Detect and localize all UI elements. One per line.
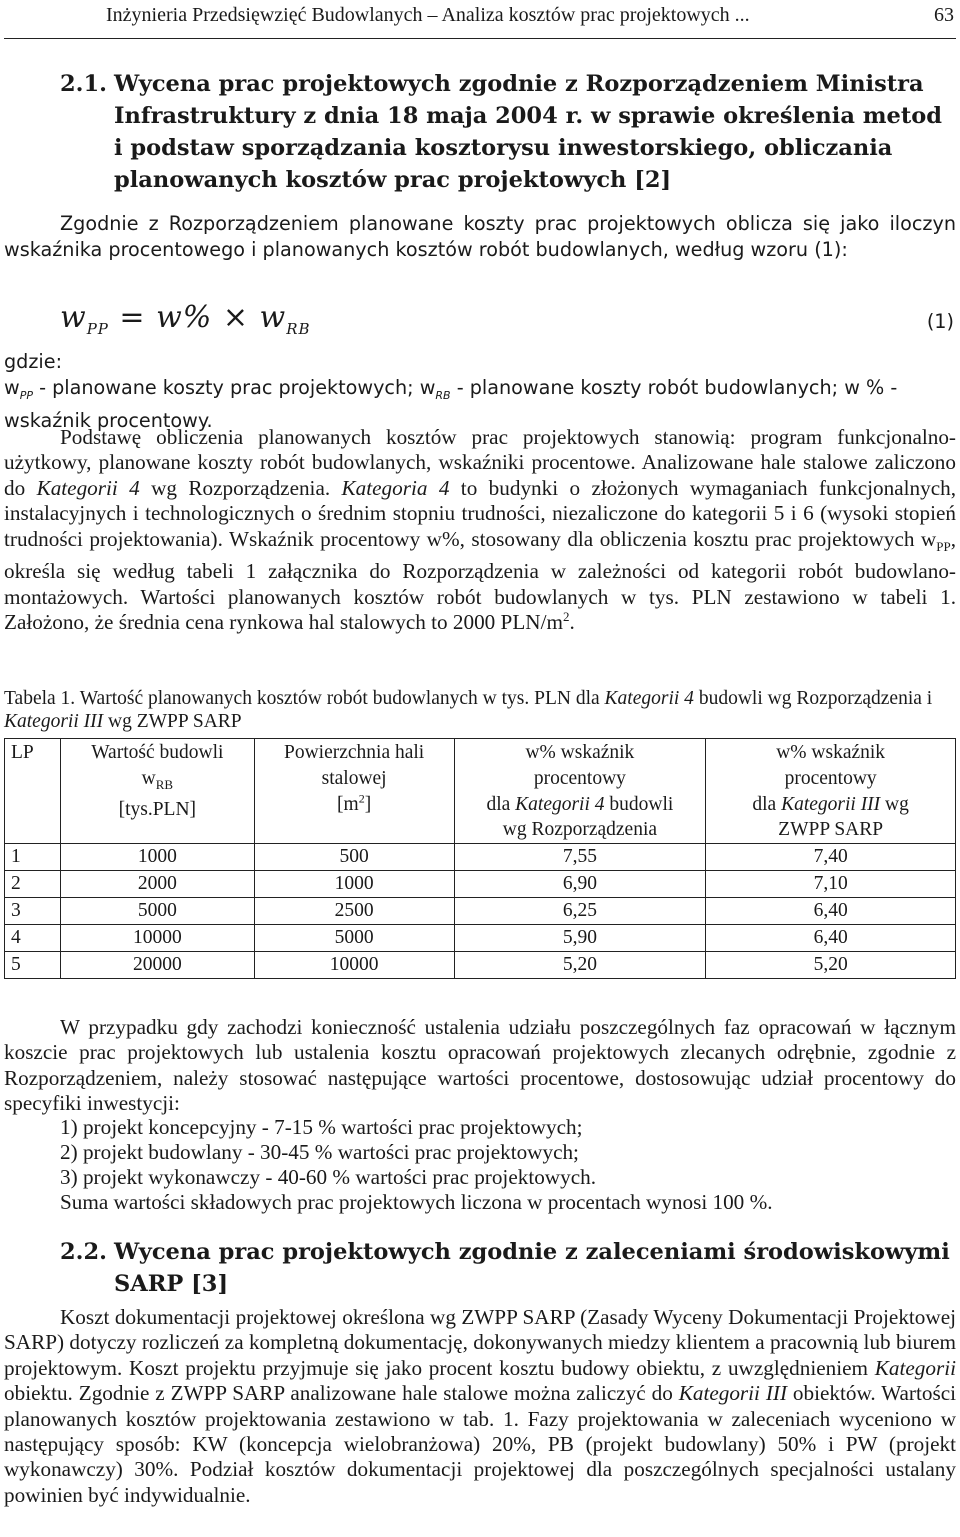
header-line xyxy=(257,792,452,818)
header-sup: 2 xyxy=(358,791,365,806)
col-header-kategoria-iii xyxy=(706,739,956,844)
header-text: budowli xyxy=(604,793,674,815)
section-heading-2-2 xyxy=(4,1236,956,1300)
formula-rhs-sub: RB xyxy=(286,320,311,338)
cost-table xyxy=(4,738,956,979)
header-text: w xyxy=(141,767,156,789)
formula-mid: w% xyxy=(156,300,213,335)
text-run: to budynki o złożonych wymaganiach funkcjonalnych, instalacyjnych i technologicznych o średnim stopniu trudności, niezaliczone do kategorii 5 i 6 (wysoki stopień trudności projektowania). Wskaźnik procentowy w%, stosowany dla obliczenia kosztu prac projektowych w xyxy=(4,475,956,551)
col-header-kategoria-4 xyxy=(454,739,706,844)
cell-lp: 3 xyxy=(5,898,61,925)
section-title: Wycena prac projektowych zgodnie z zaleceniami środowiskowymi SARP [3] xyxy=(114,1239,950,1297)
header-line: ZWPP SARP xyxy=(778,819,884,841)
cell-kategoria-iii: 7,10 xyxy=(706,871,956,898)
header-line: w% wskaźnik xyxy=(525,742,635,763)
col-header-wartosc xyxy=(60,739,254,844)
cell-wartosc: 20000 xyxy=(60,952,254,979)
paragraph-phases: W przypadku gdy zachodzi konieczność ustalenia udziału poszczególnych faz opracowań w łącznym koszcie prac projektowych lub ustalenia kosztu opracowań projektowych zlecanych odrębnie, zgodnie z Rozporządzeniem, należy stosować następujące wartości procentowe, dostosowując udział procentowy do specyfiki inwestycji: xyxy=(4,1015,956,1116)
table-caption xyxy=(4,688,956,733)
formula-number: (1) xyxy=(926,310,954,333)
cell-kategoria-iii: 5,20 xyxy=(706,952,956,979)
cell-kategoria-4: 7,55 xyxy=(454,844,706,871)
text-run: Tabela 1. Wartość planowanych kosztów robót budowlanych w tys. PLN dla xyxy=(4,688,605,709)
cell-kategoria-iii: 6,40 xyxy=(706,898,956,925)
header-line: wg Rozporządzenia xyxy=(502,819,658,841)
cell-powierzchnia: 1000 xyxy=(254,871,454,898)
header-text: wg xyxy=(880,793,909,815)
col-header-lp: LP xyxy=(5,739,61,844)
section-number: 2.2. xyxy=(60,1239,107,1265)
header-line: procentowy xyxy=(784,767,877,789)
cell-kategoria-iii: 7,40 xyxy=(706,844,956,871)
header-line xyxy=(63,766,252,798)
cell-powierzchnia: 500 xyxy=(254,844,454,871)
text-run: wg Rozporządzenia. xyxy=(139,475,342,500)
list-item: 3) projekt wykonawczy - 40-60 % wartości prac projektowych. xyxy=(60,1165,596,1189)
cell-kategoria-4: 6,90 xyxy=(454,871,706,898)
italic-term: Kategoria 4 xyxy=(341,475,450,500)
formula-equals: = xyxy=(119,300,146,335)
formula-rhs: w xyxy=(259,300,287,335)
paragraph-intro: Zgodnie z Rozporządzeniem planowane koszty prac projektowych oblicza się jako iloczyn wskaźnika procentowego i planowanych kosztów robót budowlanych, według wzoru (1): xyxy=(4,212,956,261)
text-run: wg ZWPP SARP xyxy=(103,710,242,732)
header-text: ] xyxy=(364,793,372,815)
paragraph-sarp xyxy=(4,1305,956,1508)
header-title: Inżynieria Przedsięwzięć Budowlanych – Analiza kosztów prac projektowych ... xyxy=(106,4,750,26)
formula-lhs: w xyxy=(60,300,87,335)
header-line xyxy=(708,792,953,818)
text-run: Podstawę obliczenia planowanych kosztów prac projektowych stanowią: program funkcjonalno-użytkowy, planowane koszty robót budowlanych, wskaźniki procentowe. Analizowane hale stalowe zaliczono do xyxy=(4,425,956,500)
cell-kategoria-iii: 6,40 xyxy=(706,925,956,952)
cell-lp: 1 xyxy=(5,844,61,871)
header-italic: Kategorii III xyxy=(781,793,881,815)
cell-powierzchnia: 2500 xyxy=(254,898,454,925)
legend-label: gdzie: xyxy=(4,350,63,373)
cell-kategoria-4: 5,20 xyxy=(454,952,706,979)
formula-times: × xyxy=(222,300,249,335)
table-row xyxy=(5,844,956,871)
running-header xyxy=(4,0,956,39)
formula-1 xyxy=(60,300,311,338)
italic-term: Kategorii III xyxy=(4,710,104,732)
header-line: stalowej xyxy=(321,767,387,789)
list-item: 2) projekt budowlany - 30-45 % wartości prac projektowych; xyxy=(60,1140,579,1164)
header-sub: RB xyxy=(155,776,174,792)
header-line: Powierzchnia hali xyxy=(283,742,425,763)
italic-term: Kategorii 4 xyxy=(604,688,694,709)
cell-wartosc: 5000 xyxy=(60,898,254,925)
cell-lp: 5 xyxy=(5,952,61,979)
legend-var-wpp-sub: PP xyxy=(19,388,33,402)
cell-kategoria-4: 6,25 xyxy=(454,898,706,925)
header-line: w% wskaźnik xyxy=(776,742,886,763)
subscript: PP xyxy=(936,538,951,554)
cell-wartosc: 2000 xyxy=(60,871,254,898)
table-row xyxy=(5,871,956,898)
legend-def-wpp: - planowane koszty prac projektowych; xyxy=(32,375,420,399)
legend-var-wpp: w xyxy=(4,375,20,399)
header-italic: Kategorii 4 xyxy=(515,793,605,815)
document-page xyxy=(4,0,956,1507)
cell-powierzchnia: 10000 xyxy=(254,952,454,979)
header-text: dla xyxy=(752,793,782,815)
cell-powierzchnia: 5000 xyxy=(254,925,454,952)
text-run: . xyxy=(569,610,575,635)
italic-term: Kategorii 4 xyxy=(36,475,140,500)
page-number: 63 xyxy=(934,4,954,26)
col-header-powierzchnia xyxy=(254,739,454,844)
legend-var-wrb: w xyxy=(419,375,436,399)
header-line: procentowy xyxy=(533,767,626,789)
legend-var-wrb-sub: RB xyxy=(435,388,451,402)
text-run: Koszt dokumentacji projektowej określona wg ZWPP SARP (Zasady Wyceny Dokumentacji Projektowej SARP) dotyczy rozliczeń za kompletną dokumentację, dokonywanych miedzy klientem a pracownią lub biurem projektowym. Koszt projektu przyjmuje się jako procent kosztu budowy obiektu, z uwzględnieniem xyxy=(4,1305,956,1380)
section-heading-2-1 xyxy=(4,68,956,196)
text-run: obiektu. Zgodnie z ZWPP SARP analizowane hale stalowe można zaliczyć do xyxy=(4,1381,679,1406)
list-item: 1) projekt koncepcyjny - 7-15 % wartości prac projektowych; xyxy=(60,1115,583,1139)
legend-def-wrb: - planowane koszty robót budowlanych; w % - wskaźnik procentowy. xyxy=(4,375,898,432)
header-text: dla xyxy=(486,793,516,815)
table-row xyxy=(5,925,956,952)
formula-legend xyxy=(4,349,956,433)
italic-term: Kategorii III xyxy=(678,1381,788,1406)
text-run: budowli wg Rozporządzenia i xyxy=(693,688,933,709)
header-text: [m xyxy=(337,793,359,815)
cell-lp: 2 xyxy=(5,871,61,898)
formula-lhs-sub: PP xyxy=(86,320,109,338)
table-header-row xyxy=(5,739,956,844)
list-summary: Suma wartości składowych prac projektowych liczona w procentach wynosi 100 %. xyxy=(60,1190,773,1214)
cell-lp: 4 xyxy=(5,925,61,952)
italic-term: Kategorii xyxy=(874,1355,956,1380)
header-line xyxy=(457,792,704,818)
cell-kategoria-4: 5,90 xyxy=(454,925,706,952)
superscript: 2 xyxy=(562,609,570,625)
header-line: Wartość budowli xyxy=(91,742,224,763)
section-title: Wycena prac projektowych zgodnie z Rozporządzeniem Ministra Infrastruktury z dnia 18 maja 2004 r. w sprawie określenia metod i podstaw sporządzania kosztorysu inwestorskiego, obliczania planowanych kosztów prac projektowych [2] xyxy=(114,71,942,193)
text-run: , określa się według tabeli 1 załącznika do Rozporządzenia w zależności od kategorii robót budowlano-montażowych. Wartości planowanych kosztów robót budowlanych w tys. PLN zestawiono w tabeli 1. Założono, że średnia cena rynkowa hal stalowych to 2000 PLN/m xyxy=(4,526,956,635)
cell-wartosc: 1000 xyxy=(60,844,254,871)
table-row xyxy=(5,898,956,925)
table-row xyxy=(5,952,956,979)
cell-wartosc: 10000 xyxy=(60,925,254,952)
section-number: 2.1. xyxy=(60,71,107,97)
phase-list xyxy=(60,1115,956,1215)
text-run: obiektów. Wartości planowanych kosztów projektowania zestawiono w tab. 1. Fazy projektowania w zaleceniach wyceniono w następujący sposób: KW (koncepcja wielobranżowa) 20%, PB (projekt budowlany) 50% i PW (projekt wykonawczy) 30%. Podział kosztów dokumentacji projektowej dla poszczególnych specjalności ustalany powinien być indywidualnie. xyxy=(4,1381,956,1507)
paragraph-basis xyxy=(4,425,956,635)
header-line: [tys.PLN] xyxy=(118,799,197,821)
